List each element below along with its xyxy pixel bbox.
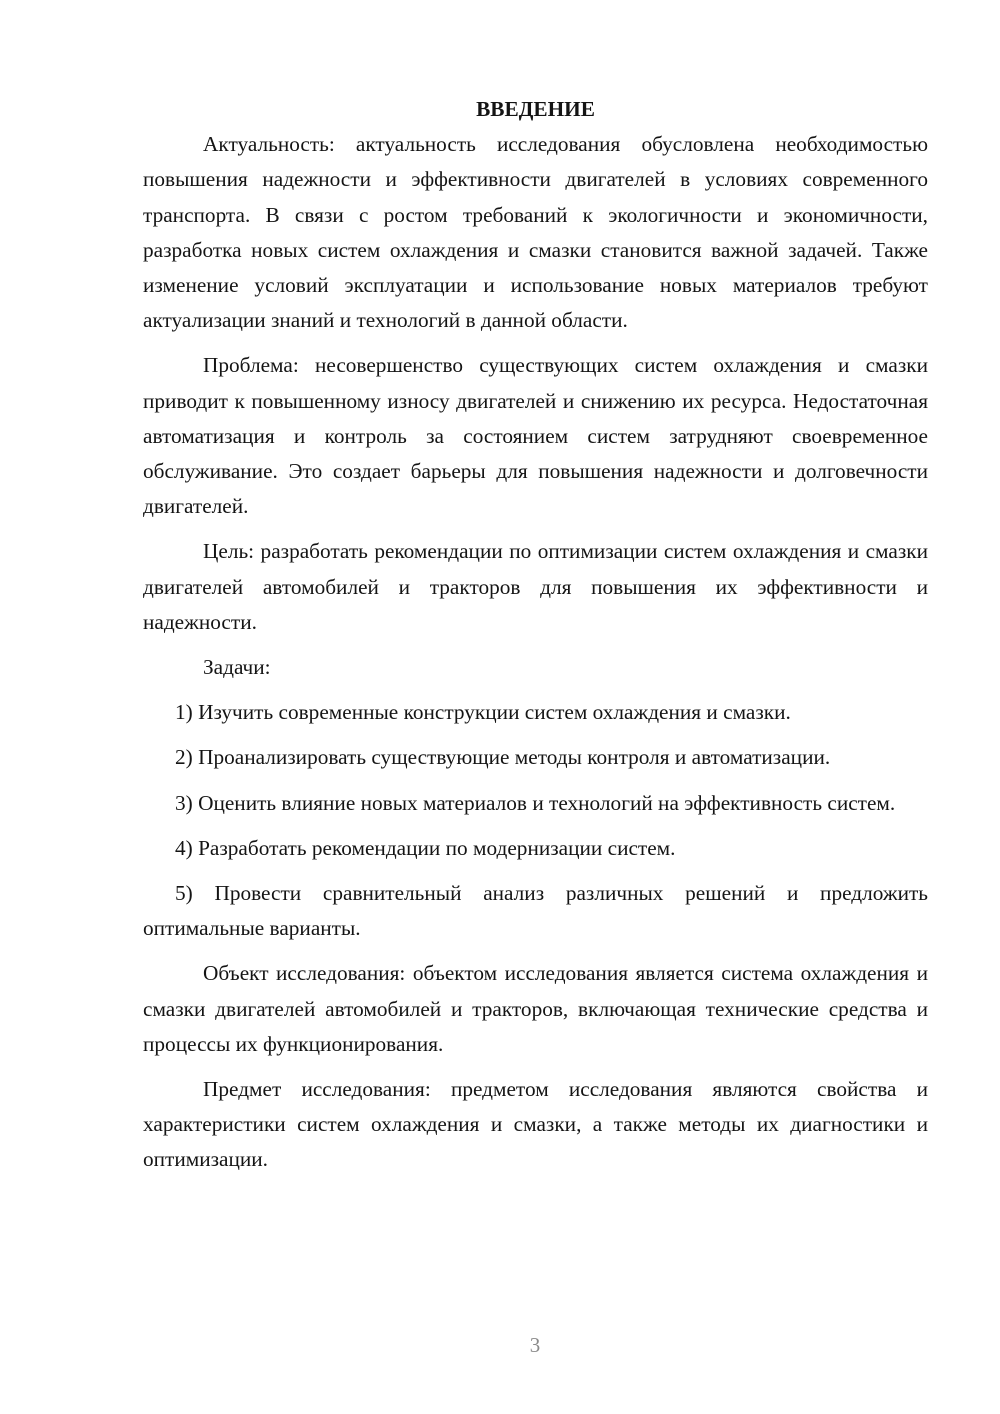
paragraph-goal: Цель: разработать рекомендации по оптимизации систем охлаждения и смазки двигателей автомобилей и тракторов для повышения их эффективности и надежности.	[143, 539, 928, 634]
page-content	[143, 92, 928, 1178]
section-title: ВВЕДЕНИЕ	[476, 97, 595, 121]
task-item-1: 1) Изучить современные конструкции систем охлаждения и смазки.	[175, 700, 791, 725]
paragraph-relevance: Актуальность: актуальность исследования обусловлена необходимостью повышения надежности и эффективности двигателей в условиях современного транспорта. В связи с ростом требований к экологичности и экономичности, разработка новых систем охлаждения и смазки становится важной задачей. Также изменение условий эксплуатации и использование новых материалов требуют актуализации знаний и технологий в данной области.	[143, 132, 928, 333]
paragraph-subject: Предмет исследования: предметом исследования являются свойства и характеристики систем охлаждения и смазки, а также методы их диагностики и оптимизации.	[143, 1077, 928, 1172]
task-item-4: 4) Разработать рекомендации по модернизации систем.	[175, 835, 676, 860]
task-item-2: 2) Проанализировать существующие методы контроля и автоматизации.	[175, 745, 831, 770]
task-item-5: 5) Провести сравнительный анализ различных решений и предложить оптимальные варианты.	[143, 881, 928, 941]
task-item-3: 3) Оценить влияние новых материалов и технологий на эффективность систем.	[175, 790, 896, 815]
paragraph-problem: Проблема: несовершенство существующих систем охлаждения и смазки приводит к повышенному износу двигателей и снижению их ресурса. Недостаточная автоматизация и контроль за состоянием систем затрудняют своевременное обслуживание. Это создает барьеры для повышения надежности и долговечности двигателей.	[143, 353, 928, 519]
paragraph-tasks-heading: Задачи:	[203, 655, 271, 680]
paragraph-object: Объект исследования: объектом исследования является система охлаждения и смазки двигателей автомобилей и тракторов, включающая технические средства и процессы их функционирования.	[143, 961, 928, 1056]
page-number: 3	[529, 1333, 541, 1357]
